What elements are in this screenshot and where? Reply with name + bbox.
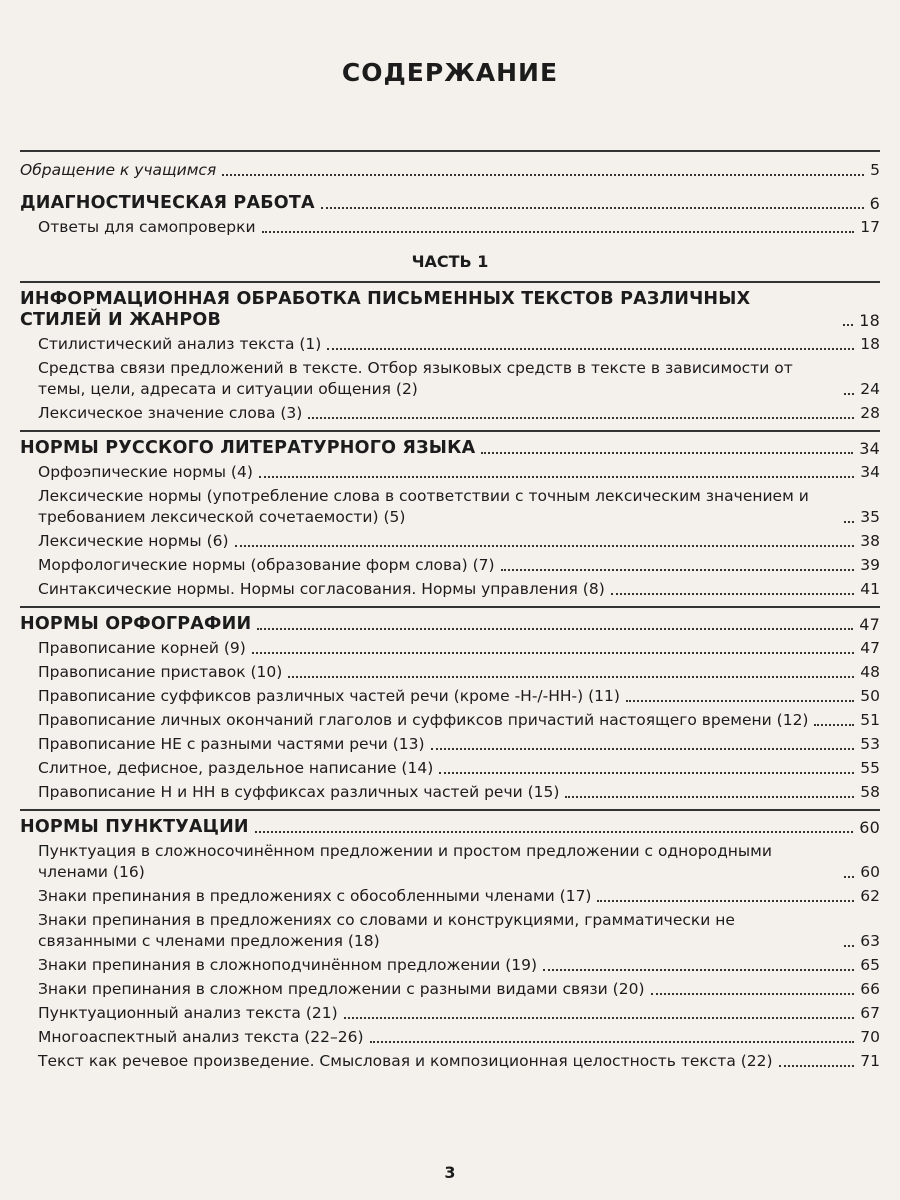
part-heading: ЧАСТЬ 1 bbox=[411, 252, 489, 271]
toc-page: 34 bbox=[860, 463, 880, 481]
toc-item[interactable] bbox=[20, 1003, 880, 1024]
dot-leader bbox=[257, 628, 853, 630]
toc-text: Лексическое значение слова (3) bbox=[38, 404, 303, 422]
dot-leader bbox=[370, 1041, 855, 1043]
toc-section[interactable] bbox=[20, 809, 880, 838]
toc-page: 41 bbox=[860, 580, 880, 598]
toc-text: ИНФОРМАЦИОННАЯ ОБРАБОТКА ПИСЬМЕННЫХ ТЕКСТОВ РАЗЛИЧНЫХ СТИЛЕЙ И ЖАНРОВ bbox=[20, 289, 751, 330]
toc-item[interactable] bbox=[20, 486, 880, 528]
toc-text: Синтаксические нормы. Нормы согласования. Нормы управления (8) bbox=[38, 580, 605, 598]
dot-leader bbox=[501, 569, 855, 571]
toc-item[interactable] bbox=[20, 531, 880, 552]
dot-leader bbox=[844, 945, 854, 947]
dot-leader bbox=[252, 652, 854, 654]
toc-item[interactable] bbox=[20, 1027, 880, 1048]
toc-text: Лексические нормы (6) bbox=[38, 532, 229, 550]
toc-item[interactable] bbox=[20, 841, 880, 883]
dot-leader bbox=[327, 348, 854, 350]
toc-item[interactable] bbox=[20, 1051, 880, 1072]
dot-leader bbox=[288, 676, 854, 678]
toc-page: 60 bbox=[859, 818, 880, 837]
dot-leader bbox=[222, 174, 864, 176]
toc-text: НОРМЫ ПУНКТУАЦИИ bbox=[20, 817, 249, 837]
page-title: СОДЕРЖАНИЕ bbox=[341, 58, 559, 87]
dot-leader bbox=[308, 417, 854, 419]
dot-leader bbox=[611, 593, 855, 595]
toc-page: 28 bbox=[860, 404, 880, 422]
toc-item[interactable] bbox=[20, 334, 880, 355]
toc-page: 18 bbox=[859, 311, 880, 330]
toc-item[interactable] bbox=[20, 886, 880, 907]
toc-item[interactable] bbox=[20, 403, 880, 424]
toc-page: 18 bbox=[860, 335, 880, 353]
toc-page: 67 bbox=[860, 1004, 880, 1022]
toc-page: 62 bbox=[860, 887, 880, 905]
dot-leader bbox=[235, 545, 855, 547]
toc-item[interactable] bbox=[20, 758, 880, 779]
toc-page: 63 bbox=[860, 932, 880, 950]
toc-text: Орфоэпические нормы (4) bbox=[38, 463, 253, 481]
toc-text: Текст как речевое произведение. Смысловая и композиционная целостность текста (22) bbox=[38, 1052, 773, 1070]
toc-item[interactable] bbox=[20, 358, 880, 400]
toc-text: Правописание корней (9) bbox=[38, 639, 246, 657]
toc-text: Правописание суффиксов различных частей речи (кроме -Н-/-НН-) (11) bbox=[38, 687, 620, 705]
toc-text: Ответы для самопроверки bbox=[38, 218, 256, 236]
toc-page: 47 bbox=[859, 615, 880, 634]
dot-leader bbox=[431, 748, 855, 750]
toc-text: Правописание Н и НН в суффиксах различных частей речи (15) bbox=[38, 783, 560, 801]
toc-text: Морфологические нормы (образование форм слова) (7) bbox=[38, 556, 495, 574]
toc-item[interactable] bbox=[20, 955, 880, 976]
toc-text: Пунктуация в сложносочинённом предложении и простом предложении с однородными членами (16) bbox=[38, 842, 772, 881]
toc-item[interactable] bbox=[20, 910, 880, 952]
dot-leader bbox=[439, 772, 854, 774]
toc-text: Знаки препинания в сложноподчинённом предложении (19) bbox=[38, 956, 538, 974]
toc-section[interactable] bbox=[20, 281, 880, 331]
toc-item-answers[interactable] bbox=[20, 217, 880, 238]
toc-page: 34 bbox=[859, 439, 880, 458]
toc-page: 66 bbox=[860, 980, 880, 998]
toc-section-diagnostic[interactable] bbox=[20, 187, 880, 214]
toc-page: 24 bbox=[860, 380, 880, 398]
toc-page: 47 bbox=[860, 639, 880, 657]
toc-text: Стилистический анализ текста (1) bbox=[38, 335, 322, 353]
toc-page: 71 bbox=[860, 1052, 880, 1070]
toc-text: Многоаспектный анализ текста (22–26) bbox=[38, 1028, 364, 1046]
toc-page: 55 bbox=[860, 759, 880, 777]
dot-leader bbox=[844, 876, 854, 878]
dot-leader bbox=[565, 796, 854, 798]
toc-page: 48 bbox=[860, 663, 880, 681]
toc-text: Знаки препинания в предложениях с обособленными членами (17) bbox=[38, 887, 592, 905]
toc-page: 51 bbox=[860, 711, 880, 729]
toc-page: 70 bbox=[860, 1028, 880, 1046]
toc-sections bbox=[20, 281, 880, 1072]
toc-page: 38 bbox=[860, 532, 880, 550]
dot-leader bbox=[262, 231, 855, 233]
toc-page: 53 bbox=[860, 735, 880, 753]
toc-page: 35 bbox=[860, 508, 880, 526]
page-number: 3 bbox=[444, 1163, 456, 1182]
dot-leader bbox=[259, 476, 854, 478]
toc-item[interactable] bbox=[20, 462, 880, 483]
toc-section[interactable] bbox=[20, 606, 880, 635]
toc-text: НОРМЫ ОРФОГРАФИИ bbox=[20, 614, 252, 634]
dot-leader bbox=[344, 1017, 855, 1019]
toc-text: Средства связи предложений в тексте. Отбор языковых средств в тексте в зависимости от темы, цели, адресата и ситуации общения (2) bbox=[38, 359, 793, 398]
toc-text: Слитное, дефисное, раздельное написание (14) bbox=[38, 759, 434, 777]
toc-page: 50 bbox=[860, 687, 880, 705]
dot-leader bbox=[651, 993, 855, 995]
toc-page: 6 bbox=[869, 194, 880, 213]
table-of-contents bbox=[20, 150, 880, 1075]
dot-leader bbox=[779, 1065, 855, 1067]
toc-item[interactable] bbox=[20, 686, 880, 707]
toc-page: 17 bbox=[860, 218, 880, 236]
toc-intro[interactable] bbox=[20, 150, 880, 181]
toc-item[interactable] bbox=[20, 734, 880, 755]
dot-leader bbox=[543, 969, 854, 971]
toc-page: 39 bbox=[860, 556, 880, 574]
toc-text: Правописание личных окончаний глаголов и суффиксов причастий настоящего времени (12) bbox=[38, 711, 809, 729]
dot-leader bbox=[844, 521, 854, 523]
toc-item[interactable] bbox=[20, 979, 880, 1000]
dot-leader bbox=[626, 700, 854, 702]
toc-item[interactable] bbox=[20, 710, 880, 731]
toc-text: Пунктуационный анализ текста (21) bbox=[38, 1004, 338, 1022]
dot-leader bbox=[481, 452, 853, 454]
toc-text: Знаки препинания в предложениях со словами и конструкциями, грамматически не связанными с членами предложения (18) bbox=[38, 911, 735, 950]
toc-text: Знаки препинания в сложном предложении с разными видами связи (20) bbox=[38, 980, 645, 998]
toc-text: ДИАГНОСТИЧЕСКАЯ РАБОТА bbox=[20, 193, 315, 213]
toc-section[interactable] bbox=[20, 430, 880, 459]
toc-page: 60 bbox=[860, 863, 880, 881]
toc-text: Лексические нормы (употребление слова в соответствии с точным лексическим значением и требованием лексической сочетаемости) (5) bbox=[38, 487, 809, 526]
toc-item[interactable] bbox=[20, 782, 880, 803]
dot-leader bbox=[321, 207, 864, 209]
toc-text: Правописание НЕ с разными частями речи (13) bbox=[38, 735, 425, 753]
toc-text: Обращение к учащимся bbox=[20, 161, 217, 179]
dot-leader bbox=[597, 900, 854, 902]
toc-text: Правописание приставок (10) bbox=[38, 663, 283, 681]
toc-text: НОРМЫ РУССКОГО ЛИТЕРАТУРНОГО ЯЗЫКА bbox=[20, 438, 476, 458]
dot-leader bbox=[255, 831, 853, 833]
dot-leader bbox=[814, 724, 854, 726]
dot-leader bbox=[843, 324, 853, 326]
toc-item[interactable] bbox=[20, 579, 880, 600]
toc-item[interactable] bbox=[20, 555, 880, 576]
toc-item[interactable] bbox=[20, 638, 880, 659]
dot-leader bbox=[844, 393, 854, 395]
toc-page: 65 bbox=[860, 956, 880, 974]
toc-page: 58 bbox=[860, 783, 880, 801]
toc-item[interactable] bbox=[20, 662, 880, 683]
toc-page: 5 bbox=[870, 161, 880, 179]
